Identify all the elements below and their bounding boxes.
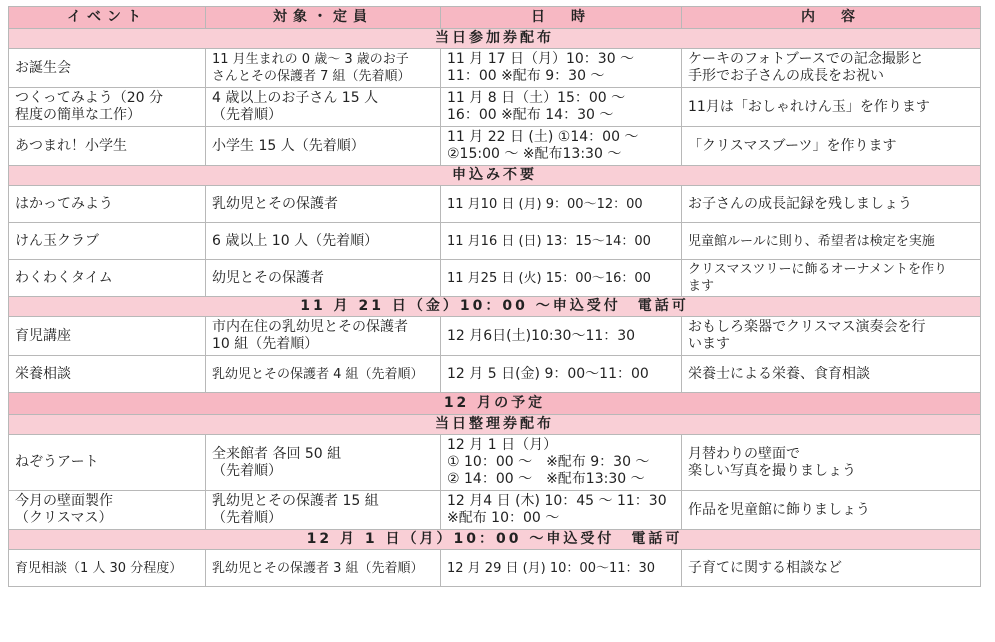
event-content: 児童館ルールに則り、希望者は検定を実施 bbox=[682, 223, 981, 260]
event-target: 乳幼児とその保護者 bbox=[206, 186, 441, 223]
event-target: 乳幼児とその保護者 3 組（先着順） bbox=[206, 550, 441, 587]
event-target: 小学生 15 人（先着順） bbox=[206, 127, 441, 166]
event-name: 育児相談（1 人 30 分程度） bbox=[9, 550, 206, 587]
event-name: けん玉クラブ bbox=[9, 223, 206, 260]
section-title: 当日整理券配布 bbox=[9, 415, 981, 435]
event-name: つくってみよう（20 分 程度の簡単な工作） bbox=[9, 88, 206, 127]
event-name: あつまれ！小学生 bbox=[9, 127, 206, 166]
event-name: 育児講座 bbox=[9, 317, 206, 356]
event-schedule bbox=[8, 6, 981, 587]
table-row bbox=[9, 223, 981, 260]
event-name: お誕生会 bbox=[9, 49, 206, 88]
section-title: 12 月 1 日（月）10：00 ～申込受付 電話可 bbox=[9, 530, 981, 550]
header-row bbox=[9, 7, 981, 29]
header-target: 対象・定員 bbox=[206, 7, 441, 29]
event-datetime: 12 月4 日 (木) 10：45 ～ 11：30 ※配布 10：00 ～ bbox=[441, 491, 682, 530]
event-datetime: 12 月 1 日（月） ① 10：00 ～ ※配布 9：30 ～ ② 14：00 ～ ※配布13:30 ～ bbox=[441, 435, 682, 491]
event-name: はかってみよう bbox=[9, 186, 206, 223]
event-content: 栄養士による栄養、食育相談 bbox=[682, 356, 981, 393]
section-title: 11 月 21 日（金）10：00 ～申込受付 電話可 bbox=[9, 297, 981, 317]
month-banner: 12 月の予定 bbox=[9, 393, 981, 415]
event-datetime: 11 月 17 日（月）10：30 ～ 11：00 ※配布 9：30 ～ bbox=[441, 49, 682, 88]
header-event: イベント bbox=[9, 7, 206, 29]
event-target: 11 月生まれの 0 歳～ 3 歳のお子 さんとその保護者 7 組（先着順） bbox=[206, 49, 441, 88]
table-row bbox=[9, 435, 981, 491]
event-content: 11月は「おしゃれけん玉」を作ります bbox=[682, 88, 981, 127]
event-name: 栄養相談 bbox=[9, 356, 206, 393]
table-row bbox=[9, 186, 981, 223]
table-row bbox=[9, 491, 981, 530]
table-row bbox=[9, 49, 981, 88]
event-datetime: 12 月 5 日(金) 9：00～11：00 bbox=[441, 356, 682, 393]
table-row bbox=[9, 550, 981, 587]
event-target: 市内在住の乳幼児とその保護者 10 組（先着順） bbox=[206, 317, 441, 356]
table-row bbox=[9, 127, 981, 166]
event-target: 乳幼児とその保護者 15 組 （先着順） bbox=[206, 491, 441, 530]
event-content: ケーキのフォトブースでの記念撮影と 手形でお子さんの成長をお祝い bbox=[682, 49, 981, 88]
event-target: 幼児とその保護者 bbox=[206, 260, 441, 297]
table-row bbox=[9, 260, 981, 297]
event-content: 作品を児童館に飾りましょう bbox=[682, 491, 981, 530]
header-content: 内 容 bbox=[682, 7, 981, 29]
event-target: 乳幼児とその保護者 4 組（先着順） bbox=[206, 356, 441, 393]
event-content: クリスマスツリーに飾るオーナメントを作り ます bbox=[682, 260, 981, 297]
event-datetime: 12 月6日(土)10:30～11：30 bbox=[441, 317, 682, 356]
event-content: お子さんの成長記録を残しましょう bbox=[682, 186, 981, 223]
event-target: 6 歳以上 10 人（先着順） bbox=[206, 223, 441, 260]
table-row bbox=[9, 88, 981, 127]
event-name: ねぞうアート bbox=[9, 435, 206, 491]
event-datetime: 11 月16 日 (日) 13：15～14：00 bbox=[441, 223, 682, 260]
event-name: わくわくタイム bbox=[9, 260, 206, 297]
section-title: 当日参加券配布 bbox=[9, 29, 981, 49]
event-datetime: 11 月 8 日（土）15：00 ～ 16：00 ※配布 14：30 ～ bbox=[441, 88, 682, 127]
event-datetime: 11 月25 日 (火) 15：00～16：00 bbox=[441, 260, 682, 297]
section-title: 申込み不要 bbox=[9, 166, 981, 186]
event-datetime: 12 月 29 日 (月) 10：00～11：30 bbox=[441, 550, 682, 587]
header-datetime: 日 時 bbox=[441, 7, 682, 29]
event-content: 子育てに関する相談など bbox=[682, 550, 981, 587]
event-content: おもしろ楽器でクリスマス演奏会を行 います bbox=[682, 317, 981, 356]
event-name: 今月の壁面製作 （クリスマス） bbox=[9, 491, 206, 530]
event-datetime: 11 月10 日 (月) 9：00～12：00 bbox=[441, 186, 682, 223]
table-row bbox=[9, 317, 981, 356]
event-target: 全来館者 各回 50 組 （先着順） bbox=[206, 435, 441, 491]
event-content: 「クリスマスブーツ」を作ります bbox=[682, 127, 981, 166]
event-target: 4 歳以上のお子さん 15 人 （先着順） bbox=[206, 88, 441, 127]
schedule-table bbox=[8, 6, 981, 587]
table-row bbox=[9, 356, 981, 393]
event-datetime: 11 月 22 日 (土) ①14：00 ～ ②15:00 ～ ※配布13:30 ～ bbox=[441, 127, 682, 166]
event-content: 月替わりの壁面で 楽しい写真を撮りましょう bbox=[682, 435, 981, 491]
